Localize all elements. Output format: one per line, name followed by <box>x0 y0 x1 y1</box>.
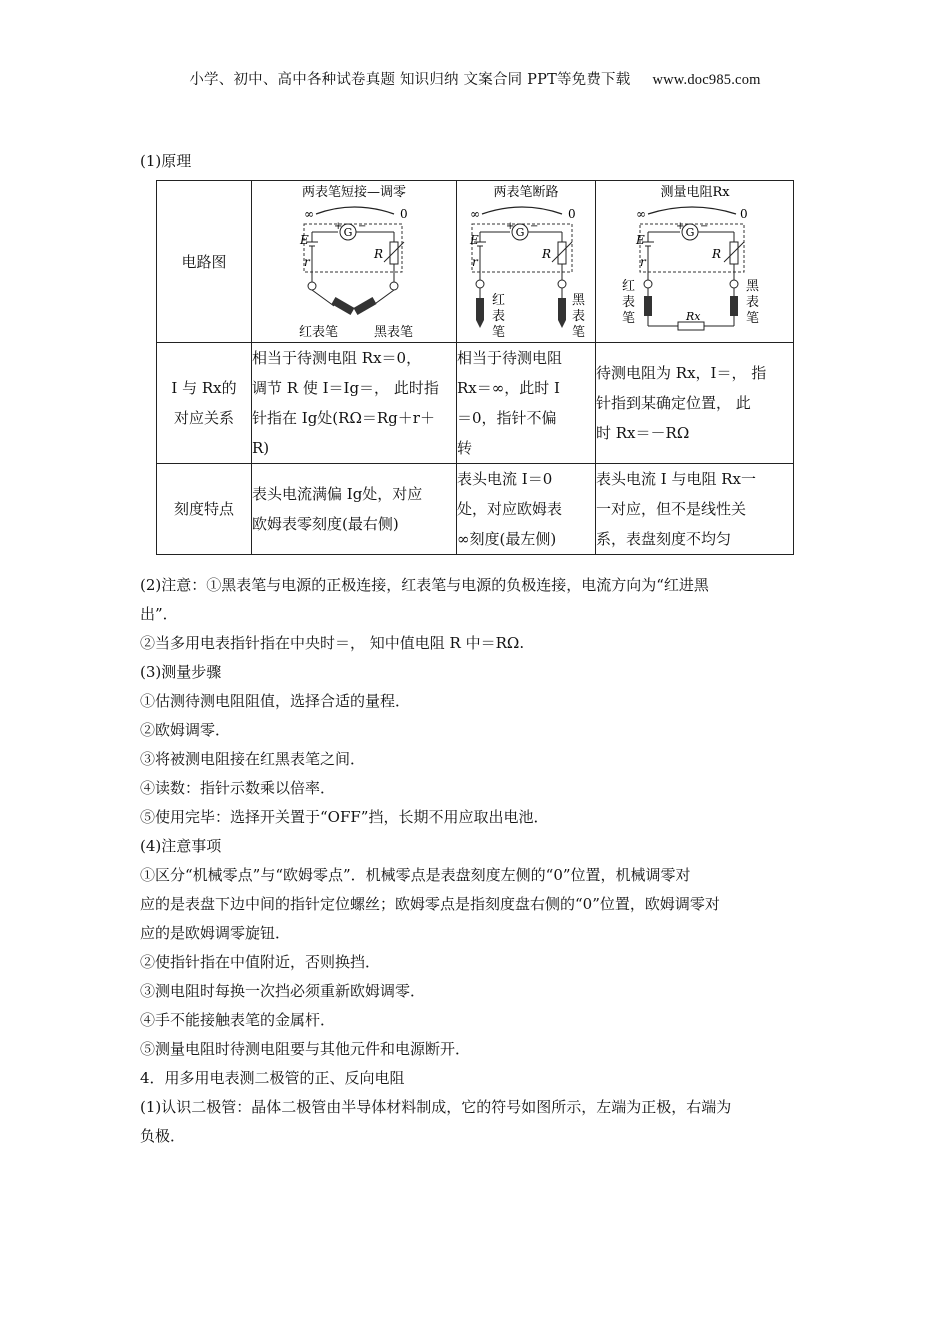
cell-line: 欧姆表零刻度(最右侧) <box>252 515 399 533</box>
text-line: ⑤测量电阻时待测电阻要与其他元件和电源断开． <box>140 1040 471 1058</box>
cell-line: ＝0，指针不偏 <box>457 409 557 427</box>
red-probe-icon <box>644 296 652 316</box>
text-line: (3)测量步骤 <box>140 663 222 681</box>
scale-arc <box>316 207 394 214</box>
cell-line: 表头电流 I＝0 <box>457 470 553 488</box>
scale-arc <box>648 207 736 214</box>
row-head-scale: 刻度特点 <box>157 464 252 555</box>
text-line: (2)注意：①黑表笔与电源的正极连接，红表笔与电源的负极连接，电流方向为“红进黑 <box>140 576 709 594</box>
text-line: (1)认识二极管：晶体二极管由半导体材料制成，它的符号如图所示，左端为正极，右端为 <box>140 1098 732 1116</box>
resistor-rx-label: Rx <box>685 309 700 323</box>
diagram-title: 测量电阻Rx <box>659 184 730 200</box>
black-probe-label: 笔 <box>572 324 586 340</box>
diagram-title: 两表笔断路 <box>493 184 559 200</box>
plus-label: + <box>506 220 515 232</box>
text-line: 应的是表盘下边中间的指针定位螺丝；欧姆零点是指刻度盘右侧的“0”位置，欧姆调零对 <box>140 895 720 913</box>
text-line: ②当多用电表指针指在中央时＝， 知中值电阻 R 中＝RΩ. <box>140 634 525 652</box>
black-probe-label: 黑表笔 <box>374 324 414 340</box>
minus-label: − <box>530 220 539 232</box>
text-line: ①估测待测电阻阻值，选择合适的量程． <box>140 692 411 710</box>
text-line: ③将被测电阻接在红黑表笔之间． <box>140 750 366 768</box>
resistor-rx-icon <box>678 322 704 330</box>
table-row-circuit <box>157 181 794 343</box>
scale-zero-label: 0 <box>400 206 408 221</box>
cell-line: 转 <box>457 439 473 457</box>
scale-inf-label: ∞ <box>470 206 480 221</box>
emf-label: E <box>300 232 309 247</box>
diagram-cell-measure <box>596 181 794 343</box>
text-line: 应的是欧姆调零旋钮． <box>140 924 291 942</box>
text-line: 4．用多用电表测二极管的正、反向电阻 <box>140 1069 405 1087</box>
text-line: ③测电阻时每换一次挡必须重新欧姆调零． <box>140 982 426 1000</box>
cell-line: 表头电流满偏 Ig处，对应 <box>252 485 423 503</box>
resistor-r-icon <box>558 242 566 264</box>
black-probe-label: 黑 <box>745 278 759 294</box>
red-probe-label: 笔 <box>621 310 635 326</box>
body-text <box>140 571 812 1151</box>
diagram-cell-short <box>252 181 457 343</box>
cell-line: 针指到某确定位置， 此 <box>596 394 751 412</box>
page-header <box>0 68 950 89</box>
minus-label: − <box>699 220 708 232</box>
red-probe-label: 红 <box>492 292 506 308</box>
plus-label: + <box>675 220 684 232</box>
cell-line: ∞刻度(最左侧) <box>457 530 557 548</box>
black-probe-label: 表 <box>745 294 759 310</box>
red-probe-icon <box>331 297 354 315</box>
cell-line: 时 Rx＝－RΩ <box>596 424 690 442</box>
cell-line: 系，表盘刻度不均匀 <box>596 530 732 548</box>
table-row-scale <box>157 464 794 555</box>
cell-line: 表头电流 I 与电阻 Rx一 <box>596 470 756 488</box>
row-head-line: 对应关系 <box>173 409 234 427</box>
cell-line: 处，对应欧姆表 <box>457 500 563 518</box>
table-row-relation <box>157 343 794 464</box>
resistor-r-label: R <box>542 246 552 261</box>
principle-table <box>156 180 794 555</box>
header-text: 小学、初中、高中各种试卷真题 知识归纳 文案合同 PPT等免费下载 <box>189 72 631 88</box>
section-title-principle: (1)原理 <box>140 152 192 170</box>
text-line: ⑤使用完毕：选择开关置于“OFF”挡，长期不用应取出电池． <box>140 808 549 826</box>
scale-cell-short <box>252 464 457 555</box>
black-probe-icon <box>730 296 738 316</box>
red-probe-label: 笔 <box>492 324 506 340</box>
row-head-line: I 与 Rx的 <box>171 379 237 397</box>
document-body <box>140 148 812 1151</box>
galvanometer-label: G <box>343 225 353 239</box>
emf-label: E <box>635 232 645 247</box>
red-probe-label: 表 <box>492 308 506 324</box>
emf-label: E <box>470 232 479 247</box>
circuit-diagram-measure <box>600 182 790 342</box>
cell-line: 调节 R 使 I＝Ig＝， 此时指 <box>252 379 439 397</box>
black-probe-icon <box>558 298 566 320</box>
header-site: www.doc985.com <box>652 72 761 88</box>
scale-zero-label: 0 <box>568 206 576 221</box>
minus-label: − <box>358 220 367 232</box>
circuit-diagram-open <box>458 182 594 342</box>
cell-line: Rx＝∞，此时 I <box>457 379 560 397</box>
resistor-r-label: R <box>374 246 384 261</box>
internal-r-label: r <box>639 254 646 269</box>
red-probe-icon <box>476 298 484 320</box>
relation-cell-short <box>252 343 457 464</box>
scale-zero-label: 0 <box>739 206 748 221</box>
row-head-relation <box>157 343 252 464</box>
cell-line: 相当于待测电阻 Rx＝0， <box>252 349 422 367</box>
red-probe-label: 表 <box>621 294 635 310</box>
internal-r-label: r <box>304 254 310 269</box>
text-line: 出”． <box>140 605 178 623</box>
black-probe-label: 笔 <box>745 310 759 326</box>
galvanometer-label: G <box>685 225 694 239</box>
cell-line: 相当于待测电阻 <box>457 349 563 367</box>
relation-cell-open <box>457 343 596 464</box>
scale-cell-open <box>457 464 596 555</box>
cell-line: 针指在 Ig处(RΩ＝Rg＋r＋ <box>252 409 435 427</box>
relation-cell-measure <box>596 343 794 464</box>
diagram-cell-open <box>457 181 596 343</box>
galvanometer-label: G <box>515 225 525 239</box>
resistor-r-label: R <box>711 246 721 261</box>
cell-line: R) <box>252 439 270 457</box>
text-line: ④手不能接触表笔的金属杆． <box>140 1011 336 1029</box>
red-probe-label: 红 <box>621 278 635 294</box>
resistor-r-icon <box>730 242 738 264</box>
cell-line: 一对应，但不是线性关 <box>596 500 747 518</box>
row-head-circuit: 电路图 <box>157 181 252 343</box>
text-line: ②欧姆调零． <box>140 721 231 739</box>
circuit-diagram-short <box>254 182 454 342</box>
text-line: ②使指针指在中值附近，否则换挡． <box>140 953 381 971</box>
scale-cell-measure <box>596 464 794 555</box>
scale-inf-label: ∞ <box>304 206 314 221</box>
resistor-r-icon <box>390 242 398 264</box>
black-probe-label: 表 <box>572 308 586 324</box>
black-probe-icon <box>353 297 376 315</box>
text-line: ④读数：指针示数乘以倍率． <box>140 779 336 797</box>
plus-label: + <box>334 220 343 232</box>
text-line: (4)注意事项 <box>140 837 222 855</box>
red-probe-label: 红表笔 <box>299 324 339 340</box>
scale-arc <box>482 207 562 214</box>
internal-r-label: r <box>472 254 478 269</box>
text-line: ①区分“机械零点”与“欧姆零点”．机械零点是表盘刻度左侧的“0”位置，机械调零对 <box>140 866 691 884</box>
diagram-title: 两表笔短接—调零 <box>301 184 407 200</box>
text-line: 负极． <box>140 1127 186 1145</box>
scale-inf-label: ∞ <box>635 206 646 221</box>
black-probe-label: 黑 <box>572 292 586 308</box>
cell-line: 待测电阻为 Rx，I＝， 指 <box>596 364 767 382</box>
